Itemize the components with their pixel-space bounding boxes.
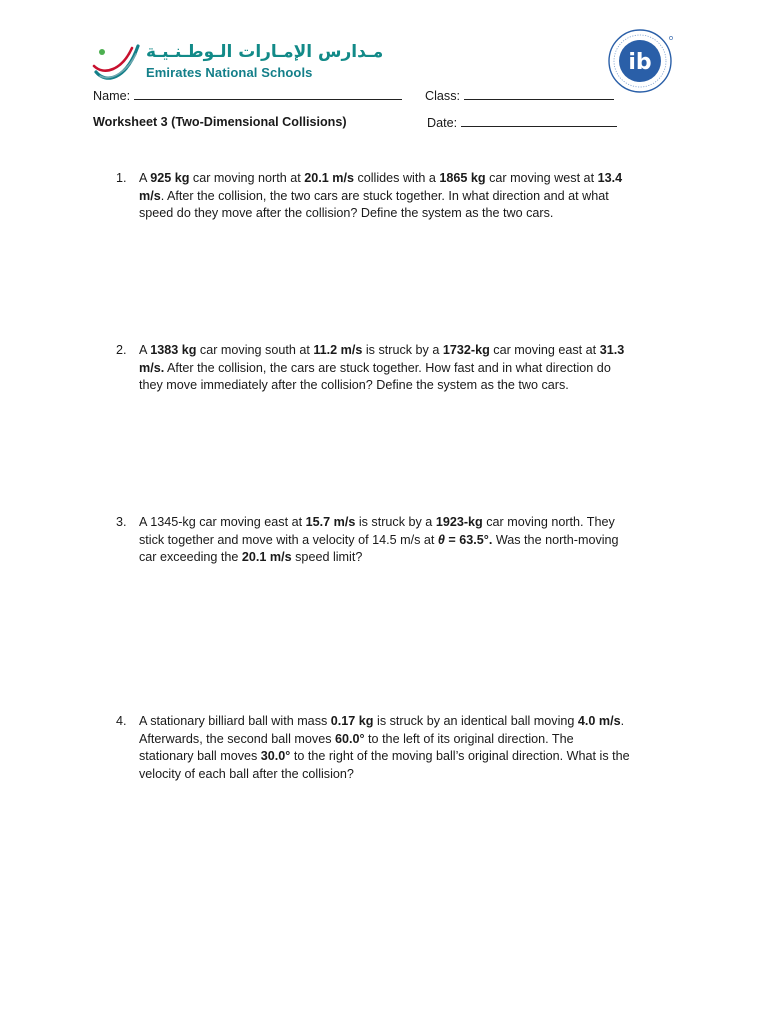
emphasized-value: 20.1 m/s <box>241 550 292 565</box>
question-text <box>139 342 676 395</box>
emphasized-value: m/s. <box>139 360 165 375</box>
text-run: stick together and move with a velocity of 14.5 m/s at <box>139 532 438 547</box>
emphasized-value: 31.3 <box>599 343 625 357</box>
text-run: car moving south at <box>196 343 314 357</box>
text-run: . After the collision, the two cars are stuck together. In what direction and at what <box>160 188 609 203</box>
question-text <box>139 170 676 223</box>
text-run: car moving north at <box>189 171 305 185</box>
emphasized-value: 60.0° <box>335 731 365 746</box>
question-number: 3. <box>116 515 127 529</box>
class-label: Class: <box>425 89 460 103</box>
text-run: velocity of each ball after the collision? <box>139 766 354 781</box>
question-text <box>139 713 676 783</box>
text-run: collides with a <box>353 171 440 185</box>
ens-swoosh-logo-icon <box>92 40 142 84</box>
text-run: car moving west at <box>485 171 598 185</box>
emphasized-value: 11.2 m/s <box>313 343 363 357</box>
text-run: . <box>620 714 625 728</box>
question-line <box>139 549 676 567</box>
name-label: Name: <box>93 89 131 103</box>
emphasized-value: 925 kg <box>150 171 190 185</box>
emphasized-value: θ <box>437 532 445 547</box>
text-run: car moving north. They <box>482 515 615 529</box>
emphasized-value: = 63.5°. <box>444 532 493 547</box>
text-run: they move immediately after the collision? Define the system as the two cars. <box>139 378 569 393</box>
emphasized-value: 30.0° <box>260 749 291 764</box>
question-line <box>139 713 676 731</box>
emphasized-value: 15.7 m/s <box>305 515 356 529</box>
text-run: stationary ball moves <box>139 749 261 764</box>
text-run: is struck by a <box>355 515 436 529</box>
emphasized-value: m/s <box>139 188 161 203</box>
text-run: Afterwards, the second ball moves <box>139 731 335 746</box>
question-line <box>139 532 676 550</box>
date-label: Date: <box>427 116 458 130</box>
question-number: 4. <box>116 714 127 728</box>
question-line <box>139 514 676 532</box>
school-logo <box>92 40 384 86</box>
question-line <box>139 205 676 223</box>
question-line <box>139 170 676 188</box>
school-name-arabic: مـدارس الإمـارات الـوطـنـيـة <box>146 42 384 62</box>
text-run: A <box>139 171 151 185</box>
question-line <box>139 748 676 766</box>
text-run: speed limit? <box>291 550 363 565</box>
class-field <box>425 88 614 103</box>
text-run: speed do they move after the collision? Define the system as the two cars. <box>139 206 554 221</box>
question-number: 1. <box>116 171 127 185</box>
ib-world-school-seal-icon <box>605 28 675 94</box>
text-run: After the collision, the cars are stuck together. How fast and in what direction do <box>164 360 611 375</box>
question-text <box>139 514 676 567</box>
emphasized-value: 0.17 kg <box>330 714 374 728</box>
date-field <box>427 115 617 130</box>
text-run: A stationary billiard ball with mass <box>139 714 331 728</box>
emphasized-value: 20.1 m/s <box>304 171 354 185</box>
emphasized-value: 1923-kg <box>435 515 483 529</box>
name-blank[interactable] <box>134 88 402 100</box>
text-run: is struck by a <box>362 343 443 357</box>
worksheet-title: Worksheet 3 (Two-Dimensional Collisions) <box>93 115 347 129</box>
question-line <box>139 342 676 360</box>
text-run: Was the north-moving <box>492 532 619 547</box>
question-line <box>139 360 676 378</box>
emphasized-value: 4.0 m/s <box>577 714 621 728</box>
text-run: A <box>139 343 151 357</box>
text-run: is struck by an identical ball moving <box>373 714 578 728</box>
class-blank[interactable] <box>464 88 614 100</box>
question-number: 2. <box>116 343 127 357</box>
date-blank[interactable] <box>461 115 617 127</box>
emphasized-value: 1383 kg <box>150 343 197 357</box>
question-line <box>139 766 676 784</box>
emphasized-value: 13.4 <box>597 171 623 185</box>
emphasized-value: 1865 kg <box>439 171 486 185</box>
question-line <box>139 188 676 206</box>
text-run: car moving east at <box>489 343 600 357</box>
text-run: A 1345-kg car moving east at <box>139 515 306 529</box>
name-field <box>93 88 402 103</box>
text-run: to the left of its original direction. The <box>364 731 574 746</box>
question-line <box>139 731 676 749</box>
svg-text:ib: ib <box>628 50 652 75</box>
text-run: car exceeding the <box>139 550 242 565</box>
text-run: to the right of the moving ball’s original direction. What is the <box>290 749 630 764</box>
question-line <box>139 377 676 395</box>
school-name-english: Emirates National Schools <box>146 65 313 80</box>
emphasized-value: 1732-kg <box>442 343 490 357</box>
